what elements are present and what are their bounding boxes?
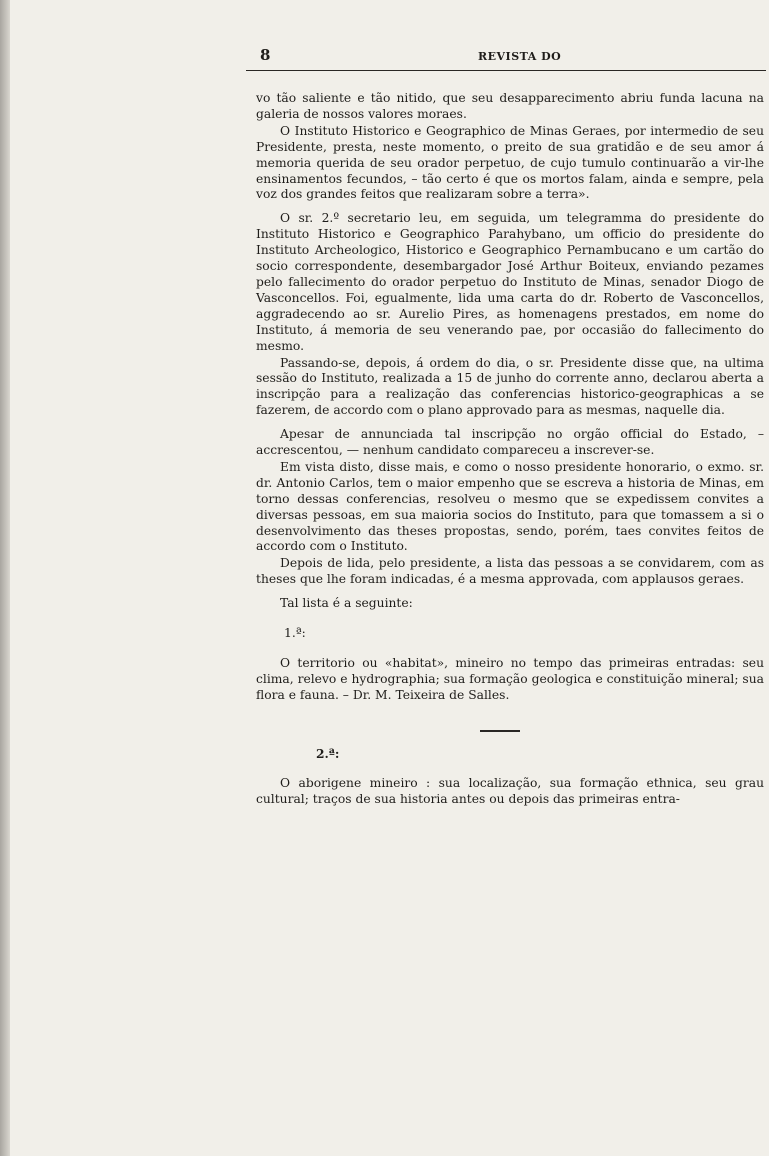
paragraph-4: Passando-se, depois, á ordem do dia, o sr. Presidente disse que, na ultima sessão do Instituto, realizada a 15 de junho do corrente anno, declarou aberta a inscripção para a realização das conferencias historico-geographicas a se fazerem, de accordo com o plano approvado para as mesmas, naquelle dia. [256,355,764,418]
paragraph-1: vo tão saliente e tão nitido, que seu desapparecimento abriu funda lacuna na galeria de nossos valores moraes. [256,91,764,121]
paragraph-7: Depois de lida, pelo presidente, a lista das pessoas a se convidarem, com as theses que lhe foram indicadas, é a mesma approvada, com applausos geraes. [256,556,764,587]
section-2-number: 2.ª: [316,745,340,761]
paragraph-8: Tal lista é a seguinte: [280,596,413,611]
paragraph-3: O sr. 2.º secretario leu, em seguida, um telegramma do presidente do Instituto Historico e Geographico Parahybano, um officio do presidente do Instituto Archeologico, Historico e Geographico Pernambucano e um cartão do socio correspondente, desembargador José Arthur Boiteux, enviando pezames pelo fallecimento do orador perpetuo do Instituto de Minas, senador Diogo de Vasconcellos. Foi, egualmente, lida uma carta do dr. Roberto de Vasconcellos, aggradecendo ao sr. Aurelio Pires, as homenagens prestados, em nome do Instituto, á memoria de seu venerando pae, por occasião do fallecimento do mesmo. [256,211,764,353]
paragraph-2: O Instituto Historico e Geographico de Minas Geraes, por intermedio de seu Presidente, presta, neste momento, o preito de sua gratidão e de seu amor á memoria querida de seu orador perpetuo, de cujo tumulo continuarão a vir-lhe ensinamentos fecundos, – tão certo é que os mortos falam, ainda e sempre, pela voz dos grandes feitos que realizaram sobre a terra». [256,123,764,202]
page-header [246,44,766,71]
paragraph-5: Apesar de annunciada tal inscripção no orgão official do Estado, – accrescentou, — nenhum candidato compareceu a inscrever-se. [256,427,764,458]
running-title: REVISTA DO [478,50,562,63]
book-spine-edge [0,0,10,1156]
page-number: 8 [260,46,271,64]
section-1-number: 1.ª: [284,626,306,641]
section-divider [480,730,520,732]
document-page [246,44,766,1144]
body-text [246,91,766,807]
section-2-text: O aborigene mineiro : sua localização, sua formação ethnica, seu grau cultural; traços de sua historia antes ou depois das primeiras entra- [256,775,764,806]
section-1-text: O territorio ou «habitat», mineiro no tempo das primeiras entradas: seu clima, relevo e hydrographia; sua formação geologica e constituição mineral; sua flora e fauna. – Dr. M. Teixeira de Salles. [256,656,764,702]
paragraph-6: Em vista disto, disse mais, e como o nosso presidente honorario, o exmo. sr. dr. Antonio Carlos, tem o maior empenho que se escreva a historia de Minas, em torno dessas conferencias, resolveu o mesmo que se expedissem convites a diversas pessoas, em sua maioria socios do Instituto, para que tomassem a si o desenvolvimento das theses propostas, sendo, porém, taes convites feitos de accordo com o Instituto. [256,459,764,554]
